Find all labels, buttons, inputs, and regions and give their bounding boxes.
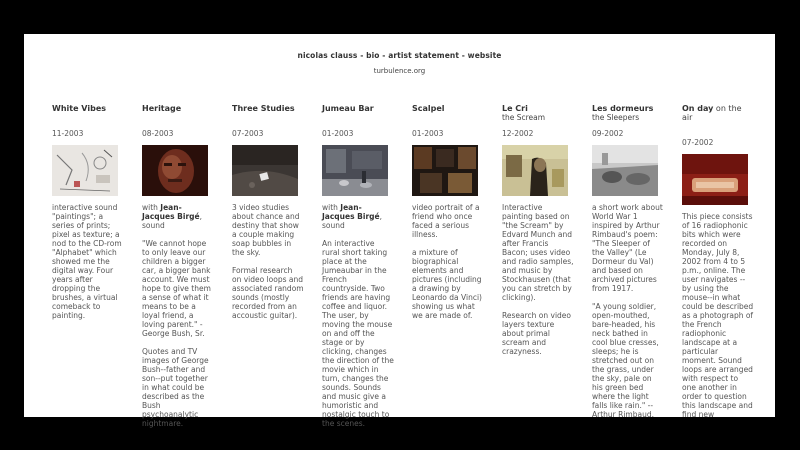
desc-paragraph: interactive sound "paintings"; a series of prints; pixel as texture; a nod to the CD-rom "Alphabet" which showed me the digital way. Four years after dropping the brushes, a virtual comeback to painting. — [52, 203, 122, 320]
desc-paragraph: a mixture of biographical elements and pictures (including a drawing by Leonardo da Vinci) showing us what we are made of. — [412, 248, 482, 320]
link-website[interactable]: website — [467, 51, 502, 60]
header-links — [24, 51, 775, 60]
work-on-day — [682, 104, 754, 428]
work-jumeau-bar — [322, 104, 394, 437]
work-title[interactable]: Jumeau Bar — [322, 104, 374, 113]
work-title[interactable]: Three Studies — [232, 104, 295, 113]
work-description — [232, 203, 304, 320]
desc-paragraph: a short work about World War 1 inspired by Arthur Rimbaud's poem: "The Sleeper of the Valley" (Le Dormeur du Val) and based on archived pictures from 1917. — [592, 203, 663, 293]
work-description — [142, 203, 214, 428]
work-subtitle: the Scream — [502, 113, 546, 122]
work-title[interactable]: On day on the air — [682, 104, 742, 122]
thumbnail-heritage[interactable] — [142, 145, 208, 196]
work-les-dormeurs — [592, 104, 664, 428]
desc-paragraph: An interactive rural short taking place at the Jumeaubar in the French countryside. Two friends are having coffee and liquor. The user, by moving the mouse on and off the stage or by clicking, changes the direction of the movie which in turn, changes the sounds. Sounds and music give a humoristic and nostalgic touch to the scenes. — [322, 239, 394, 428]
work-description — [412, 203, 484, 320]
thumbnail-le-cri[interactable] — [502, 145, 568, 196]
work-three-studies — [232, 104, 304, 329]
site-name: turbulence.org — [373, 67, 426, 75]
work-subtitle: the Sleepers — [592, 113, 640, 122]
desc-paragraph: "A young soldier, open-mouthed, bare-headed, his neck bathed in cool blue cresses, sleeps; he is stretched out on the grass, under the sky, pale on his green bed where the light falls like rain." --Arthur Rimbaud. — [592, 302, 659, 419]
thumbnail-three-studies[interactable] — [232, 145, 298, 196]
header — [24, 51, 775, 75]
separator: - — [382, 51, 386, 60]
work-date: 01-2003 — [322, 129, 354, 138]
thumbnail-on-day[interactable] — [682, 154, 748, 205]
thumbnail-white-vibes[interactable] — [52, 145, 118, 196]
work-description — [682, 212, 754, 419]
desc-paragraph: Formal research on video loops and associated random sounds (mostly recorded from an accoustic guitar). — [232, 266, 304, 320]
work-description — [502, 203, 574, 356]
work-description — [52, 203, 124, 320]
work-date: 07-2003 — [232, 129, 264, 138]
collaborator-line: with Jean-Jacques Birgé, sound — [322, 203, 382, 230]
link-bio[interactable]: bio — [366, 51, 380, 60]
work-date: 07-2002 — [682, 138, 714, 147]
separator: - — [461, 51, 465, 60]
work-date: 11-2003 — [52, 129, 84, 138]
desc-paragraph: 3 video studies about chance and destiny that show a couple making soap bubbles in the sky. — [232, 203, 300, 257]
work-title[interactable]: White Vibes — [52, 104, 107, 113]
page — [24, 34, 775, 428]
collaborator-line: with Jean-Jacques Birgé, sound — [142, 203, 202, 230]
link-nicolas-clauss[interactable]: nicolas clauss — [297, 51, 358, 60]
desc-paragraph: Interactive painting based on "the Scream" by Edvard Munch and after Francis Bacon; uses video and radio samples, and music by Stockhausen (that you can stretch by clicking). — [502, 203, 574, 302]
work-title[interactable]: Heritage — [142, 104, 182, 113]
desc-paragraph: Quotes and TV images of George Bush--father and son--put together in what could be described as the Bush psychoanalytic nightmare. — [142, 347, 209, 428]
work-description — [592, 203, 664, 419]
work-title[interactable]: Le Cri — [502, 104, 528, 113]
desc-paragraph: Research on video layers texture about primal scream and crazyness. — [502, 311, 571, 356]
work-description — [322, 203, 394, 428]
work-title[interactable]: Les dormeurs — [592, 104, 654, 113]
thumbnail-jumeau-bar[interactable] — [322, 145, 388, 196]
link-artist-statement[interactable]: artist statement — [388, 51, 460, 60]
work-title-extra: on the air — [682, 104, 742, 122]
separator: - — [360, 51, 364, 60]
work-date: 01-2003 — [412, 129, 444, 138]
work-le-cri — [502, 104, 574, 365]
work-scalpel — [412, 104, 484, 329]
work-white-vibes — [52, 104, 124, 329]
desc-paragraph: This piece consists of 16 radiophonic bits which were recorded on Monday, July 8, 2002 from 4 to 5 p.m., online. The user navigates --by using the mouse--in what could be described as a photograph of the French radiophonic landscape at a particular moment. Sound loops are arranged with respect to one another in order to question this landscape and find new — [682, 212, 754, 419]
work-title[interactable]: Scalpel — [412, 104, 445, 113]
thumbnail-les-dormeurs[interactable] — [592, 145, 658, 196]
desc-paragraph: video portrait of a friend who once faced a serious illness. — [412, 203, 480, 239]
collaborator-name: Jean-Jacques Birgé — [142, 203, 200, 221]
thumbnail-scalpel[interactable] — [412, 145, 478, 196]
work-date: 09-2002 — [592, 129, 624, 138]
work-date: 08-2003 — [142, 129, 174, 138]
work-heritage — [142, 104, 214, 437]
work-date: 12-2002 — [502, 129, 534, 138]
desc-paragraph: "We cannot hope to only leave our children a bigger car, a bigger bank account. We must hope to give them a sense of what it means to be a loyal friend, a loving parent." -George Bush, Sr. — [142, 239, 211, 338]
collaborator-name: Jean-Jacques Birgé — [322, 203, 380, 221]
